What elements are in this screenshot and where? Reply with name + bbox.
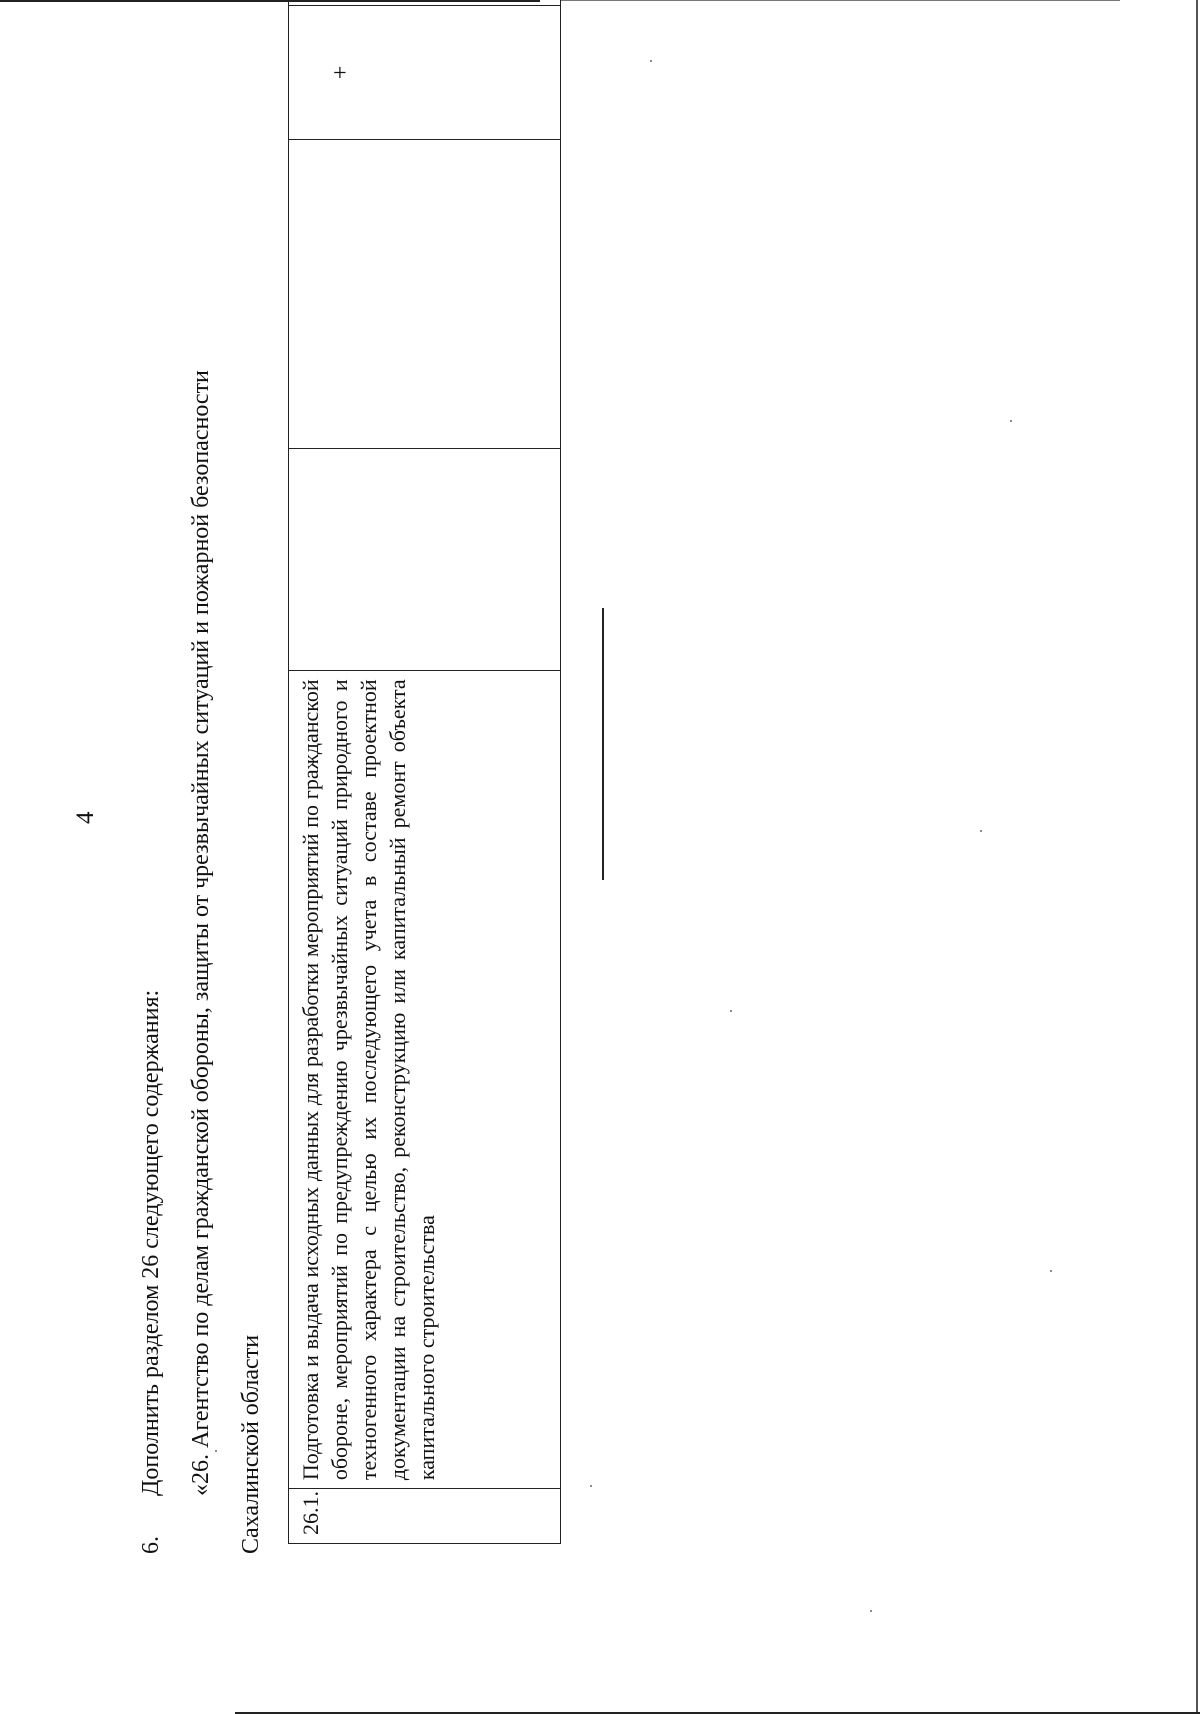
row-cell-6 (289, 0, 561, 5)
row-cell-4 (289, 140, 561, 449)
item-number: 6. (138, 1536, 164, 1554)
section-heading-line-2: Сахалинской области (238, 1334, 264, 1554)
item-text: Дополнить разделом 26 следующего содержания: (138, 989, 164, 1496)
section-heading-line-1: «26. Агентство по делам гражданской обороны, защиты от чрезвычайных ситуаций и пожарной безопасности (188, 370, 214, 1496)
row-number-cell: 26.1. (289, 1489, 561, 1544)
row-cell-3 (289, 449, 561, 671)
separator-line (602, 608, 604, 880)
table-row (289, 0, 561, 1544)
amendment-item (138, 990, 165, 1554)
page-number: 4 (72, 811, 99, 824)
row-plus-mark-cell: + (289, 5, 561, 140)
row-description-cell: Подготовка и выдача исходных данных для разработки мероприятий по гражданской обороне, мероприятий по предупреждению чрезвычайных ситуаций природного и техногенного характера с целью их последующего учета в составе проектной документации на строительство, реконструкцию или капитальный ремонт объекта капитального строительства (289, 671, 561, 1489)
services-table (288, 0, 561, 1544)
